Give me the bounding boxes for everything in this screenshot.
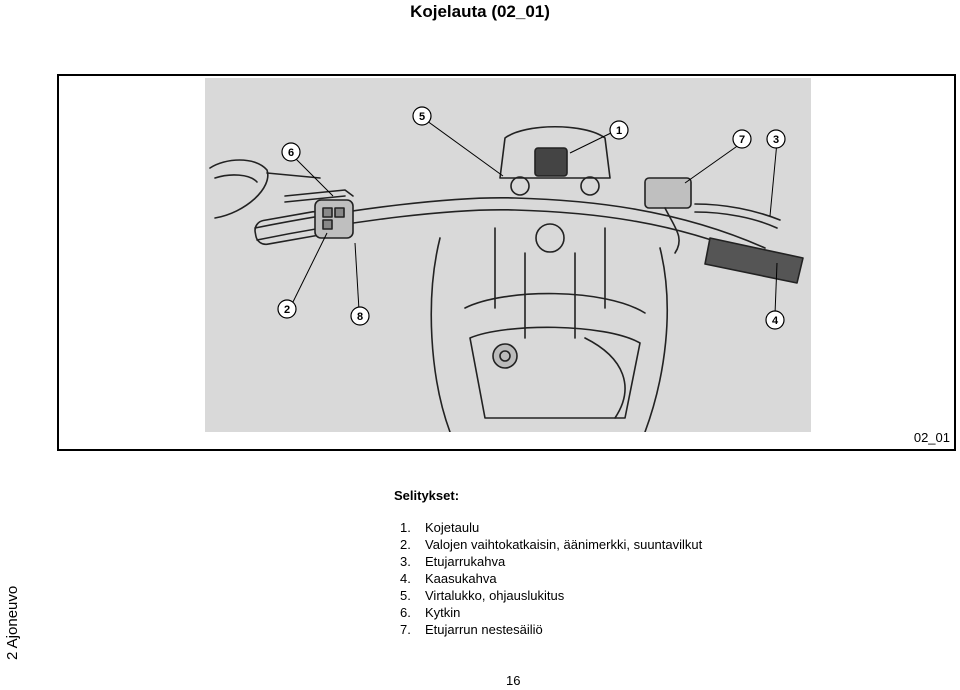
page-number: 16 [506,673,521,688]
callout-8 [351,307,369,325]
callout-3 [767,130,785,148]
svg-text:7: 7 [738,134,746,146]
callout-1 [610,121,628,139]
svg-text:4: 4 [771,315,779,327]
callout-2 [278,300,296,318]
legend-list [400,519,702,638]
svg-text:8: 8 [356,311,364,323]
svg-text:6: 6 [287,147,295,159]
page-title: Kojelauta (02_01) [410,2,550,21]
legend-item: 7. Etujarrun nestesäiliö [400,622,543,637]
legend-item: 6. Kytkin [400,605,461,620]
chapter-side-tab: 2 Ajoneuvo [4,585,21,660]
legend-title: Selitykset: [394,488,460,503]
callout-4 [766,311,784,329]
handlebar-drawing [205,78,811,432]
legend-item: 3. Etujarrukahva [400,554,506,569]
svg-text:1: 1 [615,125,623,137]
callout-5 [413,107,431,125]
legend-item: 5. Virtalukko, ohjauslukitus [400,588,565,603]
figure-reference: 02_01 [913,430,950,445]
legend-item: 2. Valojen vaihtokatkaisin, äänimerkki, suuntavilkut [400,537,703,552]
legend-item: 1. Kojetaulu [400,520,480,535]
legend-item: 4. Kaasukahva [400,571,497,586]
svg-text:2: 2 [283,304,291,316]
figure-frame [57,74,956,451]
svg-text:3: 3 [772,134,780,146]
callout-7 [733,130,751,148]
callout-6 [282,143,300,161]
svg-text:5: 5 [418,111,426,123]
handlebar-illustration [205,78,811,432]
